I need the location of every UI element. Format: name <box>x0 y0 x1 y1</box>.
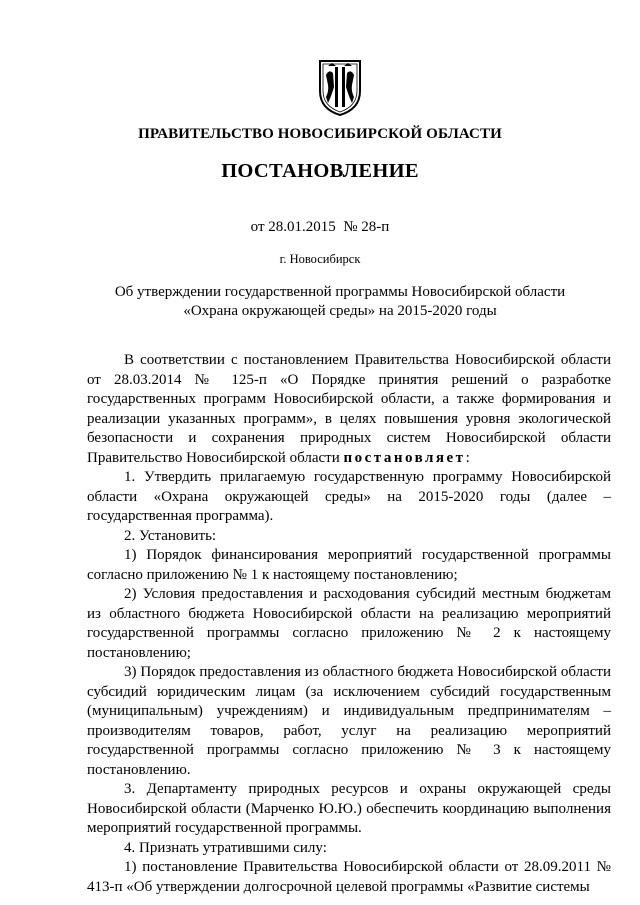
date-number: от 28.01.2015 № 28-п <box>250 219 390 235</box>
body-paragraph: 3) Порядок предоставления из областного бюджета Новосибирской области субсидий юридическим лицам (за исключением субсидий государственным (муниципальным) учреждениям) и индивидуальным предпринимателям – производителям товаров, работ, услуг на реализацию мероприятий государственной программы согласно приложению № 3 к настоящему постановлению. <box>87 664 611 778</box>
body-paragraph: 2) Условия предоставления и расходования субсидий местным бюджетам из областного бюджета Новосибирской области на реализацию мероприятий государственной программы согласно приложению № 2 к настоящему постановлению; <box>87 586 611 661</box>
preamble-text: В соответствии с постановлением Правительства Новосибирской области от 28.03.2014 № 125-п «О Порядке принятия решений о разработке государственных программ Новосибирской области, а также формирования и реализации указанных программ», в целях повышения уровня экологической безопасности и сохранения природных систем Новосибирской области Правительство Новосибирской области <box>87 352 611 466</box>
body-paragraph: 3. Департаменту природных ресурсов и охраны окружающей среды Новосибирской области (Марченко Ю.Ю.) обеспечить координацию выполнения мероприятий государственной программы. <box>87 781 611 836</box>
body-paragraph: 1) Порядок финансирования мероприятий государственной программы согласно приложению № 1 к настоящему постановлению; <box>87 547 611 583</box>
preamble-colon: : <box>465 449 470 466</box>
coat-of-arms-icon <box>316 57 364 117</box>
preamble-keyword: постановляет <box>343 449 466 466</box>
preamble-paragraph <box>87 351 611 468</box>
subject-line: «Охрана окружающей среды» на 2015-2020 годы <box>183 303 497 319</box>
document-subject <box>70 283 610 321</box>
subject-line: Об утверждении государственной программы Новосибирской области <box>114 284 566 300</box>
document-body <box>87 351 611 897</box>
document-title: ПОСТАНОВЛЕНИЕ <box>221 160 419 182</box>
city-name: г. Новосибирск <box>279 252 361 266</box>
body-paragraph: 1) постановление Правительства Новосибирской области от 28.09.2011 № 413-п «Об утверждении долгосрочной целевой программы «Развитие системы <box>87 859 611 895</box>
body-paragraph: 2. Установить: <box>124 527 217 544</box>
body-paragraph: 1. Утвердить прилагаемую государственную программу Новосибирской области «Охрана окружающей среды» на 2015-2020 годы (далее – государственная программа). <box>87 469 611 524</box>
body-paragraph: 4. Признать утратившими силу: <box>124 839 327 856</box>
government-name: ПРАВИТЕЛЬСТВО НОВОСИБИРСКОЙ ОБЛАСТИ <box>138 126 502 142</box>
